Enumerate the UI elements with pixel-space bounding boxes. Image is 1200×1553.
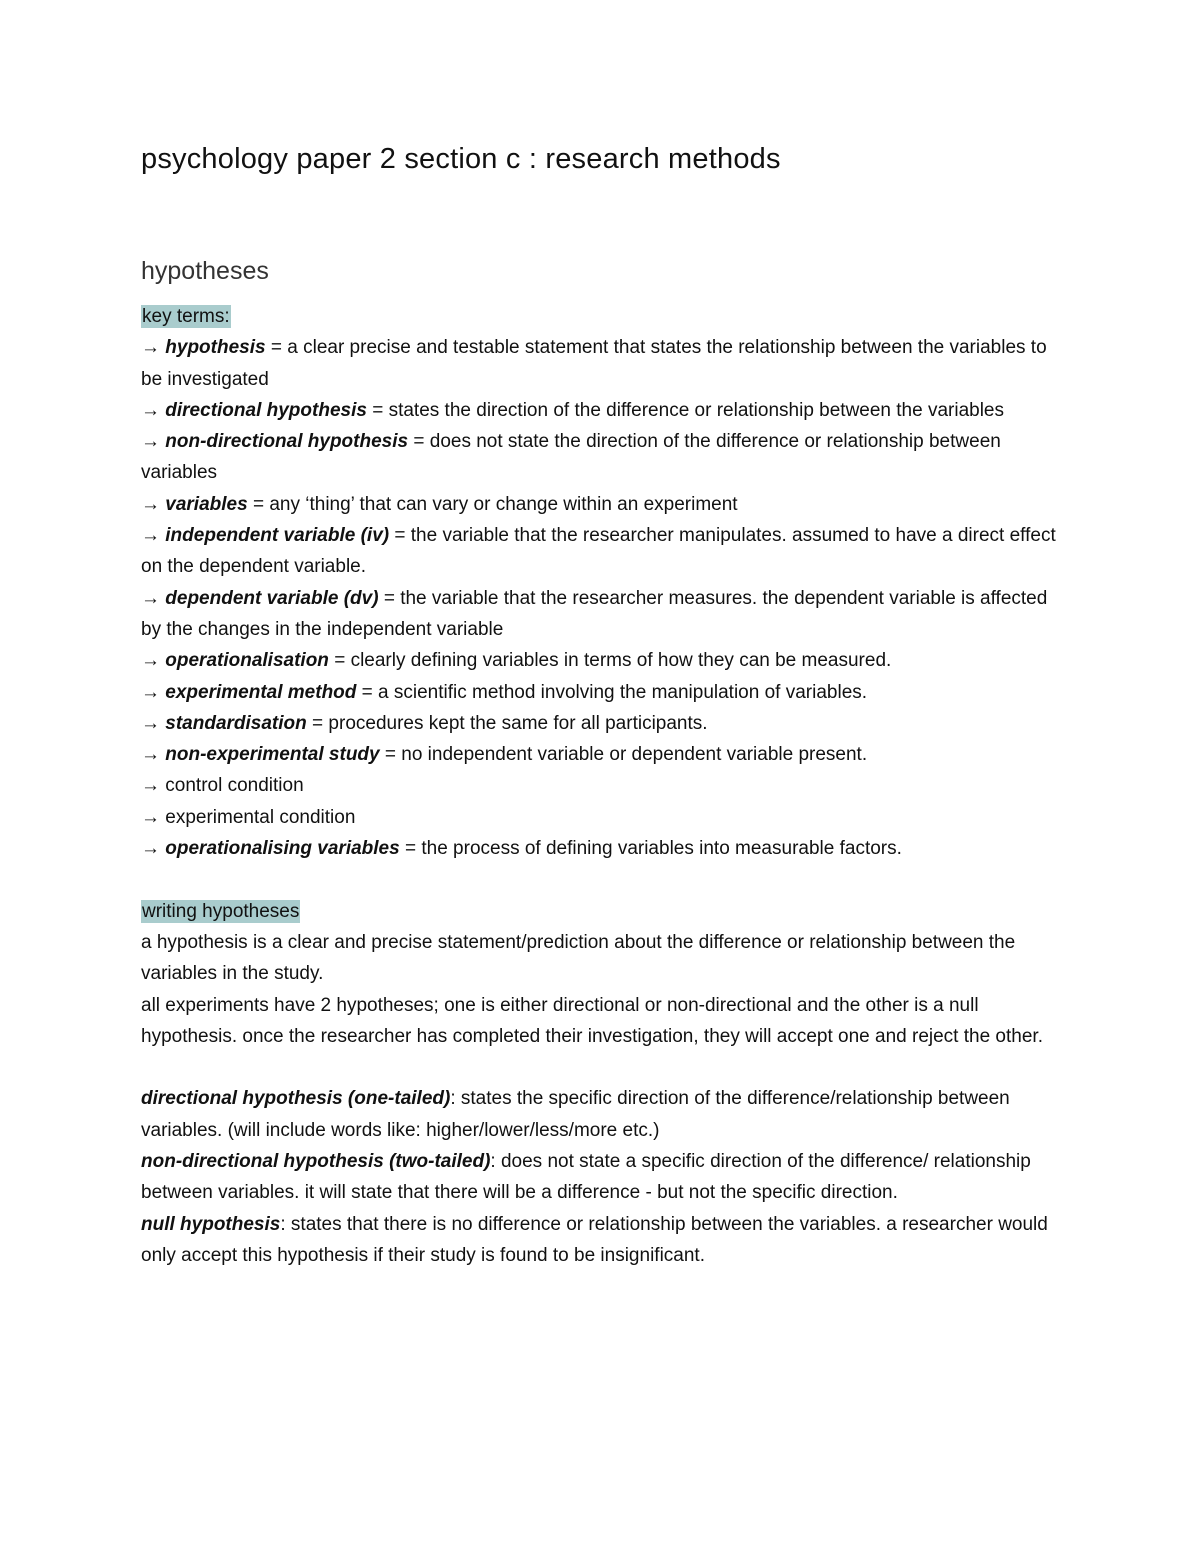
key-term-name: standardisation	[165, 712, 307, 734]
key-term-name: directional hypothesis	[165, 399, 367, 421]
arrow-icon: →	[141, 838, 160, 860]
key-term-item	[141, 770, 1071, 801]
key-term-item	[141, 520, 1071, 583]
arrow-icon: →	[141, 587, 160, 609]
key-term-definition: control condition	[165, 775, 304, 797]
key-term-definition: = the variable that the researcher measures. the dependent variable is affected by the changes in the independent variable	[141, 587, 1048, 640]
key-term-definition: = a scientific method involving the manipulation of variables.	[356, 681, 868, 703]
key-term-name: dependent variable (dv)	[165, 587, 379, 609]
paragraph-spacer	[141, 864, 1071, 895]
key-term-item	[141, 583, 1071, 646]
arrow-icon: →	[141, 681, 160, 703]
key-term-name: non-directional hypothesis	[165, 431, 409, 453]
arrow-icon: →	[141, 337, 160, 359]
key-term-item	[141, 739, 1071, 770]
page-title: psychology paper 2 section c : research methods	[141, 143, 781, 175]
key-terms-list	[141, 332, 1071, 864]
hypothesis-type-name: null hypothesis	[141, 1213, 281, 1235]
key-term-definition: experimental condition	[165, 806, 356, 828]
key-term-item	[141, 489, 1071, 520]
section-heading-hypotheses: hypotheses	[141, 257, 269, 285]
key-term-definition: = the process of defining variables into measurable factors.	[399, 838, 902, 860]
arrow-icon: →	[141, 399, 160, 421]
hypothesis-type-definition: : states the specific direction of the difference/relationship between variables. (will include words like: higher/lower/less/more etc.)	[141, 1088, 1010, 1141]
hypothesis-type-name: non-directional hypothesis (two-tailed)	[141, 1151, 491, 1173]
key-term-definition: = does not state the direction of the difference or relationship between variables	[141, 431, 1001, 484]
key-term-item	[141, 332, 1071, 395]
hypothesis-type-item	[141, 1146, 1071, 1209]
key-term-item	[141, 395, 1071, 426]
paragraph-spacer	[141, 1052, 1071, 1083]
key-term-definition: = the variable that the researcher manipulates. assumed to have a direct effect on the dependent variable.	[141, 525, 1056, 578]
key-term-definition: = states the direction of the difference or relationship between the variables	[366, 399, 1005, 421]
key-terms-heading-line	[141, 301, 1071, 332]
hypothesis-type-definition: : states that there is no difference or relationship between the variables. a researcher would only accept this hypothesis if their study is found to be insignificant.	[141, 1213, 1048, 1266]
hypothesis-type-item	[141, 1083, 1071, 1146]
key-term-item	[141, 708, 1071, 739]
arrow-icon: →	[141, 712, 160, 734]
key-term-name: experimental method	[165, 681, 357, 703]
key-term-name: non-experimental study	[165, 744, 380, 766]
key-term-definition: = no independent variable or dependent variable present.	[379, 744, 868, 766]
key-term-name: variables	[165, 493, 248, 515]
key-term-item	[141, 833, 1071, 864]
hypothesis-types-list	[141, 1083, 1071, 1271]
hypothesis-type-definition: : does not state a specific direction of the difference/ relationship between variables. it will state that there will be a difference - but not the specific direction.	[141, 1151, 1031, 1204]
key-term-definition: = a clear precise and testable statement that states the relationship between the variables to be investigated	[141, 337, 1047, 390]
key-terms-heading: key terms:	[142, 306, 230, 327]
key-term-item	[141, 677, 1071, 708]
key-term-definition: = procedures kept the same for all participants.	[306, 712, 708, 734]
arrow-icon: →	[141, 431, 160, 453]
key-term-definition: = any ‘thing’ that can vary or change within an experiment	[247, 493, 738, 515]
arrow-icon: →	[141, 744, 160, 766]
arrow-icon: →	[141, 650, 160, 672]
key-term-name: operationalising variables	[165, 838, 400, 860]
hypothesis-type-name: directional hypothesis (one-tailed)	[141, 1088, 451, 1110]
key-term-name: hypothesis	[165, 337, 266, 359]
writing-hypotheses-heading: writing hypotheses	[142, 900, 300, 922]
arrow-icon: →	[141, 493, 160, 515]
arrow-icon: →	[141, 775, 160, 797]
key-term-name: operationalisation	[165, 650, 329, 672]
writing-paragraph: all experiments have 2 hypotheses; one is either directional or non-directional and the other is a null hypothesis. once the researcher has completed their investigation, they will accept one and reject the other.	[141, 994, 1043, 1047]
key-term-definition: = clearly defining variables in terms of how they can be measured.	[328, 650, 892, 672]
writing-paragraph: a hypothesis is a clear and precise statement/prediction about the difference or relationship between the variables in the study.	[141, 931, 1016, 985]
key-term-item	[141, 645, 1071, 676]
key-term-item	[141, 802, 1071, 833]
key-term-name: independent variable (iv)	[165, 525, 390, 547]
key-term-item	[141, 426, 1071, 489]
document-body	[141, 301, 1071, 1271]
arrow-icon: →	[141, 525, 160, 547]
writing-hypotheses-heading-line	[141, 896, 1071, 927]
arrow-icon: →	[141, 806, 160, 828]
hypothesis-type-item	[141, 1209, 1071, 1272]
